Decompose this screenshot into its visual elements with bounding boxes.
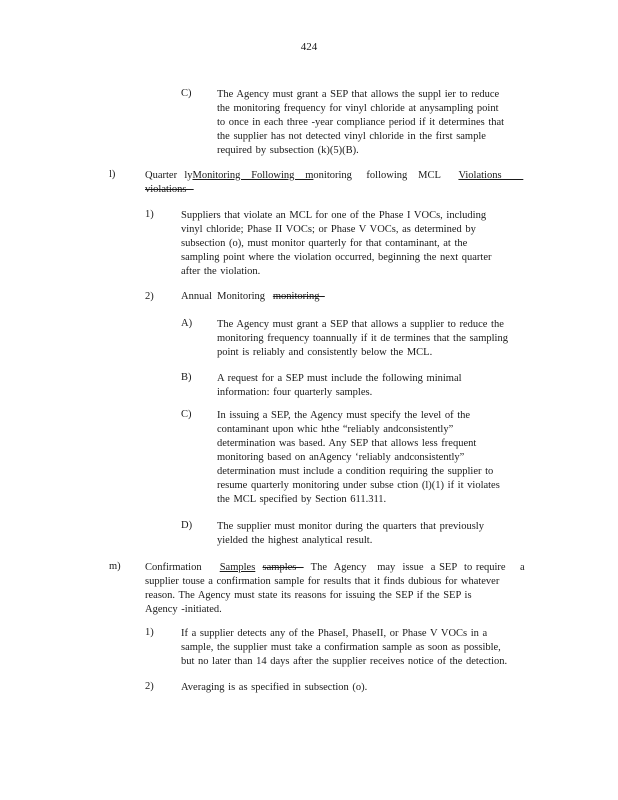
paragraph-l1	[181, 209, 521, 279]
inserted-text: Samples	[219, 562, 256, 573]
item-label-l1: 1)	[145, 209, 154, 220]
paragraph-c	[217, 409, 533, 507]
text-line: contaminant upon whic hthe “reliably andconsistently”	[217, 424, 454, 435]
page-number: 424	[300, 41, 318, 53]
text-line: information: four quarterly samples.	[217, 387, 373, 398]
heading-text: onitoring following MCL	[313, 170, 459, 181]
text-line: monitoring frequency toannually if it de termines that the sampling	[217, 333, 508, 344]
paragraph-m1	[181, 627, 537, 669]
text-line: vinyl chloride; Phase II VOCs; or Phase V VOCs, as determined by	[181, 224, 476, 235]
text-line: If a supplier detects any of the PhaseI, PhaseII, or Phase V VOCs in a	[181, 628, 488, 639]
text-line: Agency -initiated.	[145, 604, 222, 615]
paragraph-d	[217, 520, 517, 548]
text-line: required by subsection (k)(5)(B).	[217, 145, 359, 156]
text-line: yielded the highest analytical result.	[217, 535, 373, 546]
text-line: the monitoring frequency for vinyl chloride at anysampling point	[217, 103, 499, 114]
inserted-text: Monitoring Following m	[192, 170, 314, 181]
deleted-text: samples	[262, 562, 304, 573]
text-line: A request for a SEP must include the following minimal	[217, 373, 462, 384]
item-label-c-top: C)	[181, 88, 192, 99]
text-line: but no later than 14 days after the supplier receives notice of the detection.	[181, 656, 508, 667]
text-line: The Agency must grant a SEP that allows a supplier to reduce the	[217, 319, 504, 330]
paragraph-b	[217, 372, 517, 400]
spacer-text	[255, 562, 262, 573]
item-label-m1: 1)	[145, 627, 154, 638]
heading-text: Quarter ly	[145, 170, 193, 181]
text-line: to once in each three -year compliance period if it determines that	[217, 117, 505, 128]
text-line: Suppliers that violate an MCL for one of the Phase I VOCs, including	[181, 210, 487, 221]
text-line: the supplier has not detected vinyl chloride in the first sample	[217, 131, 486, 142]
paragraph-c-top	[217, 88, 531, 158]
item-label-a: A)	[181, 318, 193, 329]
item-label-l2: 2)	[145, 291, 154, 302]
text-line: The Agency must grant a SEP that allows the suppl ier to reduce	[217, 89, 500, 100]
text-line: sampling point where the violation occurred, beginning the next quarter	[181, 252, 492, 263]
text-line: determination was based. Any SEP that allows less frequent	[217, 438, 477, 449]
text-line: determination must include a condition requiring the supplier to	[217, 466, 494, 477]
section-heading-l	[145, 169, 524, 197]
section-label-m: m)	[109, 561, 121, 572]
text-line: point is reliably and consistently below the MCL.	[217, 347, 433, 358]
text-line: sample, the supplier must take a confirmation sample as soon as possible,	[181, 642, 501, 653]
paragraph-a	[217, 318, 533, 360]
paragraph-m	[145, 561, 535, 617]
text-line: after the violation.	[181, 266, 261, 277]
inserted-text: Violations	[458, 170, 524, 181]
text-line: supplier touse a confirmation sample for results that it finds dubious for whatever	[145, 576, 500, 587]
heading-line	[145, 169, 524, 183]
text-line	[145, 561, 535, 575]
heading-text: Confirmation	[145, 562, 220, 573]
item-label-b: B)	[181, 372, 192, 383]
paragraph-m2	[181, 681, 481, 695]
text-line: resume quarterly monitoring under subse ction (l)(1) if it violates	[217, 480, 500, 491]
text-line: reason. The Agency must state its reasons for issuing the SEP if the SEP is	[145, 590, 472, 601]
text-line: In issuing a SEP, the Agency must specify the level of the	[217, 410, 471, 421]
text-line: Averaging is as specified in subsection (o).	[181, 682, 368, 693]
deleted-text: monitoring	[272, 291, 325, 302]
body-text: The Agency may issue a SEP to require a	[303, 562, 525, 573]
text-line: subsection (o), must monitor quarterly for that contaminant, at the	[181, 238, 468, 249]
deleted-text: violations	[145, 184, 194, 195]
item-label-c: C)	[181, 409, 192, 420]
text-line: The supplier must monitor during the quarters that previously	[217, 521, 484, 532]
item-label-m2: 2)	[145, 681, 154, 692]
text-line: monitoring based on anAgency ‘reliably andconsistently”	[217, 452, 465, 463]
section-label-l: l)	[109, 169, 116, 180]
text-line: the MCL specified by Section 611.311.	[217, 494, 387, 505]
heading-text: Annual Monitoring	[181, 291, 273, 302]
subsection-heading-l2	[181, 291, 325, 302]
item-label-d: D)	[181, 520, 193, 531]
